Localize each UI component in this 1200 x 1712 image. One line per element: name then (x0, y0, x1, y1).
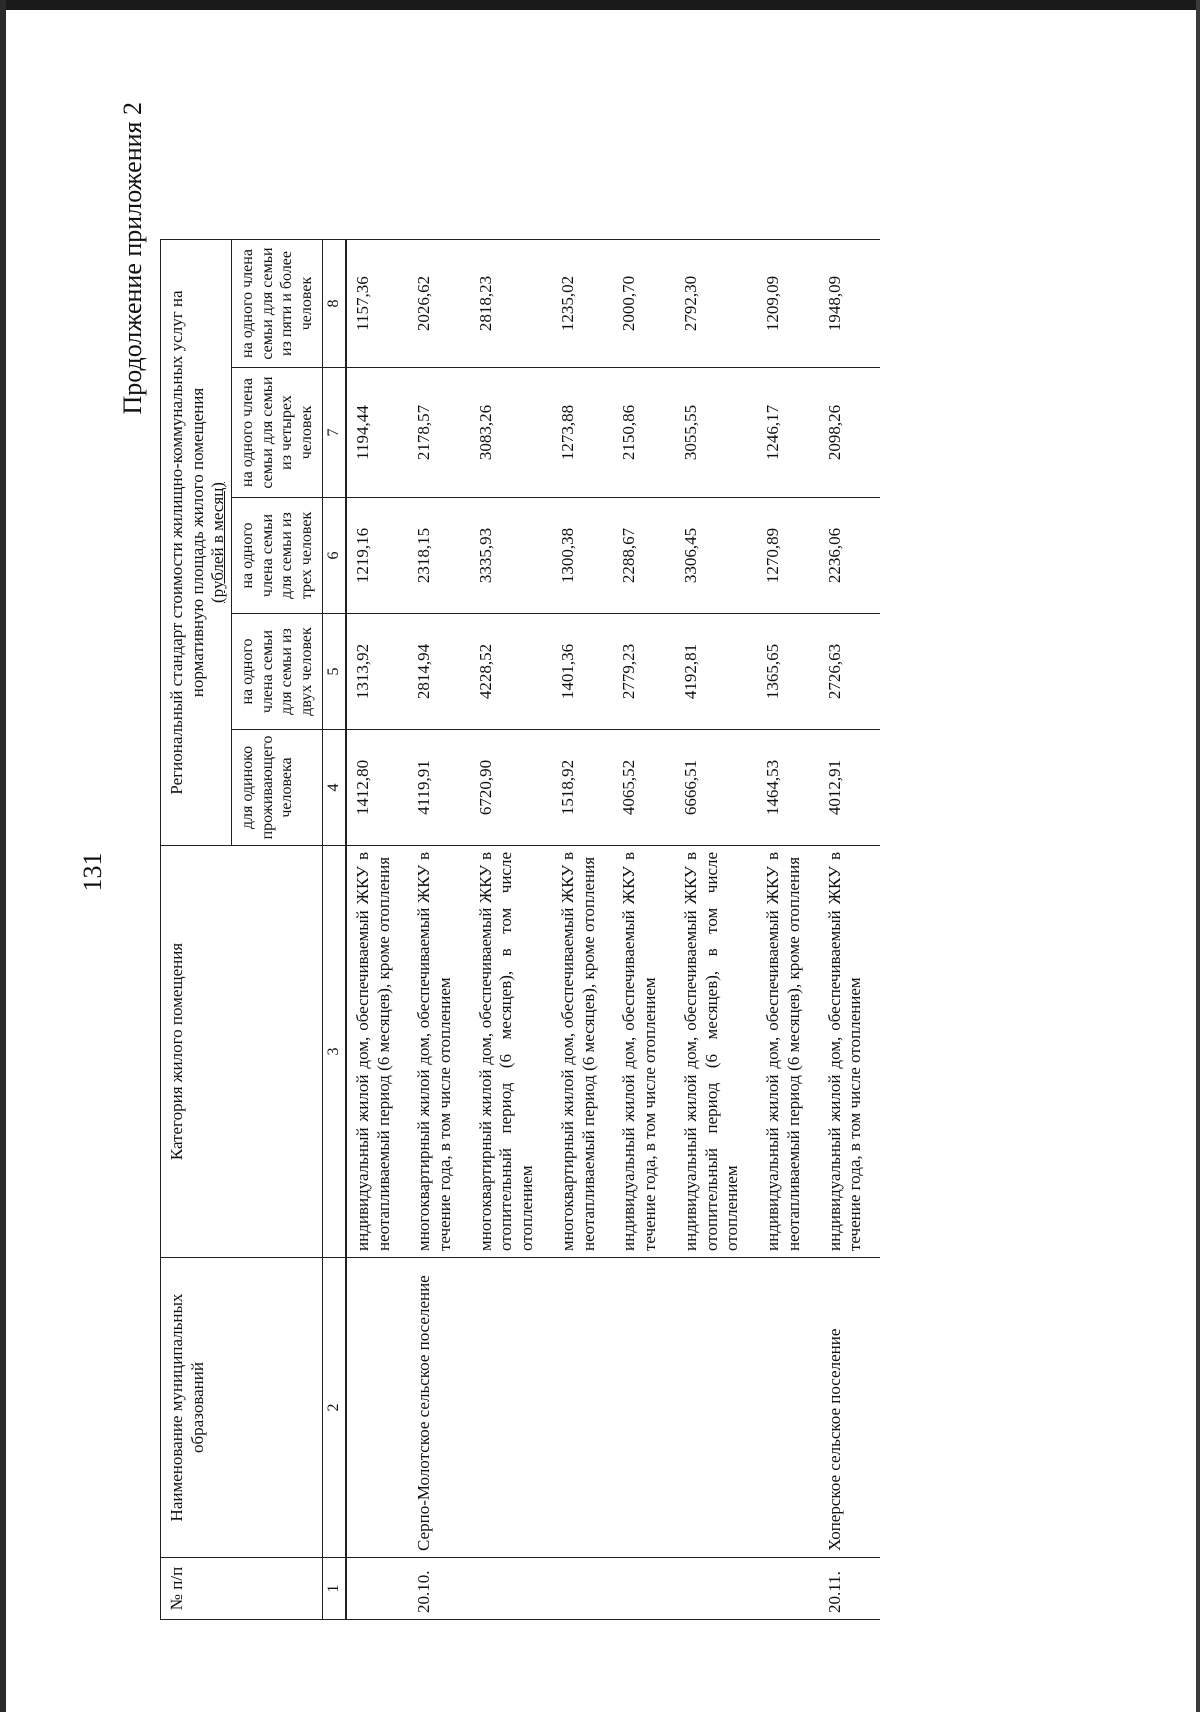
row-value: 2318,15 (408, 498, 469, 614)
table-row (613, 240, 674, 1620)
row-num: 20.10. (408, 1558, 469, 1620)
row-value: 3306,45 (675, 498, 757, 614)
tariff-table (160, 239, 880, 1620)
row-value: 1270,89 (757, 498, 818, 614)
row-category: многоквартирный жилой дом, обеспечиваемый ЖКУ в течение года, в том числе отоплением (408, 846, 469, 1258)
header-name: Наименование муниципальных образований (161, 1258, 323, 1558)
table-row (552, 240, 613, 1620)
row-value: 2000,70 (613, 240, 674, 368)
row-num (757, 1558, 818, 1620)
row-num (613, 1558, 674, 1620)
row-value: 2026,62 (408, 240, 469, 368)
row-num: 20.11. (819, 1558, 880, 1620)
row-value: 1273,88 (552, 368, 613, 498)
row-municipality: Серпо-Молотское сельское поселение (408, 1258, 469, 1558)
row-value: 6666,51 (675, 730, 757, 846)
row-category: индивидуальный жилой дом, обеспечиваемый ЖКУ в течение года, в том числе отоплением (819, 846, 880, 1258)
table-row (819, 240, 880, 1620)
col-number: 6 (323, 498, 346, 614)
row-municipality (470, 1258, 552, 1558)
header-num: № п/п (161, 1558, 323, 1620)
row-value: 1157,36 (346, 240, 408, 368)
header-standard-text: Региональный стандарт стоимости жилищно-коммунальных услуг на нормативную площадь жилого помещения (167, 290, 207, 795)
row-value: 1518,92 (552, 730, 613, 846)
row-value: 2178,57 (408, 368, 469, 498)
row-category: индивидуальный жилой дом, обеспечиваемый ЖКУ в отопительный период (6 месяцев), в том числе отоплением (675, 846, 757, 1258)
row-value: 4119,91 (408, 730, 469, 846)
row-value: 2818,23 (470, 240, 552, 368)
row-category: индивидуальный жилой дом, обеспечиваемый ЖКУ в течение года, в том числе отоплением (613, 846, 674, 1258)
row-value: 1464,53 (757, 730, 818, 846)
header-standard-unit: (рублей в месяц) (208, 482, 228, 603)
header-sub-2: на одного члена семьи для семьи из двух человек (232, 614, 323, 730)
row-category: индивидуальный жилой дом, обеспечиваемый ЖКУ в неотапливаемый период (6 месяцев), кроме отопления (757, 846, 818, 1258)
row-value: 2150,86 (613, 368, 674, 498)
table-row (408, 240, 469, 1620)
row-num (552, 1558, 613, 1620)
header-sub-1: для одиноко проживающего человека (232, 730, 323, 846)
row-value: 1412,80 (346, 730, 408, 846)
col-number: 1 (323, 1558, 346, 1620)
row-value: 2236,06 (819, 498, 880, 614)
row-municipality (675, 1258, 757, 1558)
row-num (346, 1558, 408, 1620)
row-value: 1246,17 (757, 368, 818, 498)
col-number: 8 (323, 240, 346, 368)
header-sub-4: на одного члена семьи для семьи из четырех человек (232, 368, 323, 498)
row-value: 1365,65 (757, 614, 818, 730)
row-municipality: Хоперское сельское поселение (819, 1258, 880, 1558)
row-value: 2288,67 (613, 498, 674, 614)
row-value: 4192,81 (675, 614, 757, 730)
row-value: 4228,52 (470, 614, 552, 730)
column-number-row (323, 240, 346, 1620)
page-number: 131 (78, 852, 107, 892)
row-municipality (613, 1258, 674, 1558)
row-value: 3083,26 (470, 368, 552, 498)
col-number: 3 (323, 846, 346, 1258)
row-value: 6720,90 (470, 730, 552, 846)
row-municipality (346, 1258, 408, 1558)
table-row (675, 240, 757, 1620)
row-value: 4065,52 (613, 730, 674, 846)
row-num (675, 1558, 757, 1620)
row-value: 1235,02 (552, 240, 613, 368)
row-value: 4012,91 (819, 730, 880, 846)
row-value: 2814,94 (408, 614, 469, 730)
header-row-main (161, 240, 232, 1620)
col-number: 4 (323, 730, 346, 846)
row-value: 1313,92 (346, 614, 408, 730)
row-value: 1300,38 (552, 498, 613, 614)
row-value: 3335,93 (470, 498, 552, 614)
row-value: 1194,44 (346, 368, 408, 498)
row-category: многоквартирный жилой дом, обеспечиваемый ЖКУ в неотапливаемый период (6 месяцев), кроме отопления (552, 846, 613, 1258)
col-number: 5 (323, 614, 346, 730)
table-row (757, 240, 818, 1620)
row-value: 3055,55 (675, 368, 757, 498)
col-number: 7 (323, 368, 346, 498)
col-number: 2 (323, 1258, 346, 1558)
row-value: 2726,63 (819, 614, 880, 730)
row-category: индивидуальный жилой дом, обеспечиваемый ЖКУ в неотапливаемый период (6 месяцев), кроме отопления (346, 846, 408, 1258)
row-municipality (552, 1258, 613, 1558)
header-sub-3: на одного члена семьи для семьи из трех человек (232, 498, 323, 614)
row-value: 1401,36 (552, 614, 613, 730)
row-municipality (757, 1258, 818, 1558)
header-category: Категория жилого помещения (161, 846, 323, 1258)
row-value: 1219,16 (346, 498, 408, 614)
header-sub-5: на одного члена семьи для семьи из пяти и более человек (232, 240, 323, 368)
appendix-title: Продолжение приложения 2 (118, 102, 147, 415)
row-value: 2098,26 (819, 368, 880, 498)
header-standard (161, 240, 232, 846)
row-value: 2779,23 (613, 614, 674, 730)
row-num (470, 1558, 552, 1620)
row-value: 1948,09 (819, 240, 880, 368)
row-category: многоквартирный жилой дом, обеспечиваемый ЖКУ в отопительный период (6 месяцев), в том числе отоплением (470, 846, 552, 1258)
table-row (346, 240, 408, 1620)
table-row (470, 240, 552, 1620)
row-value: 2792,30 (675, 240, 757, 368)
row-value: 1209,09 (757, 240, 818, 368)
